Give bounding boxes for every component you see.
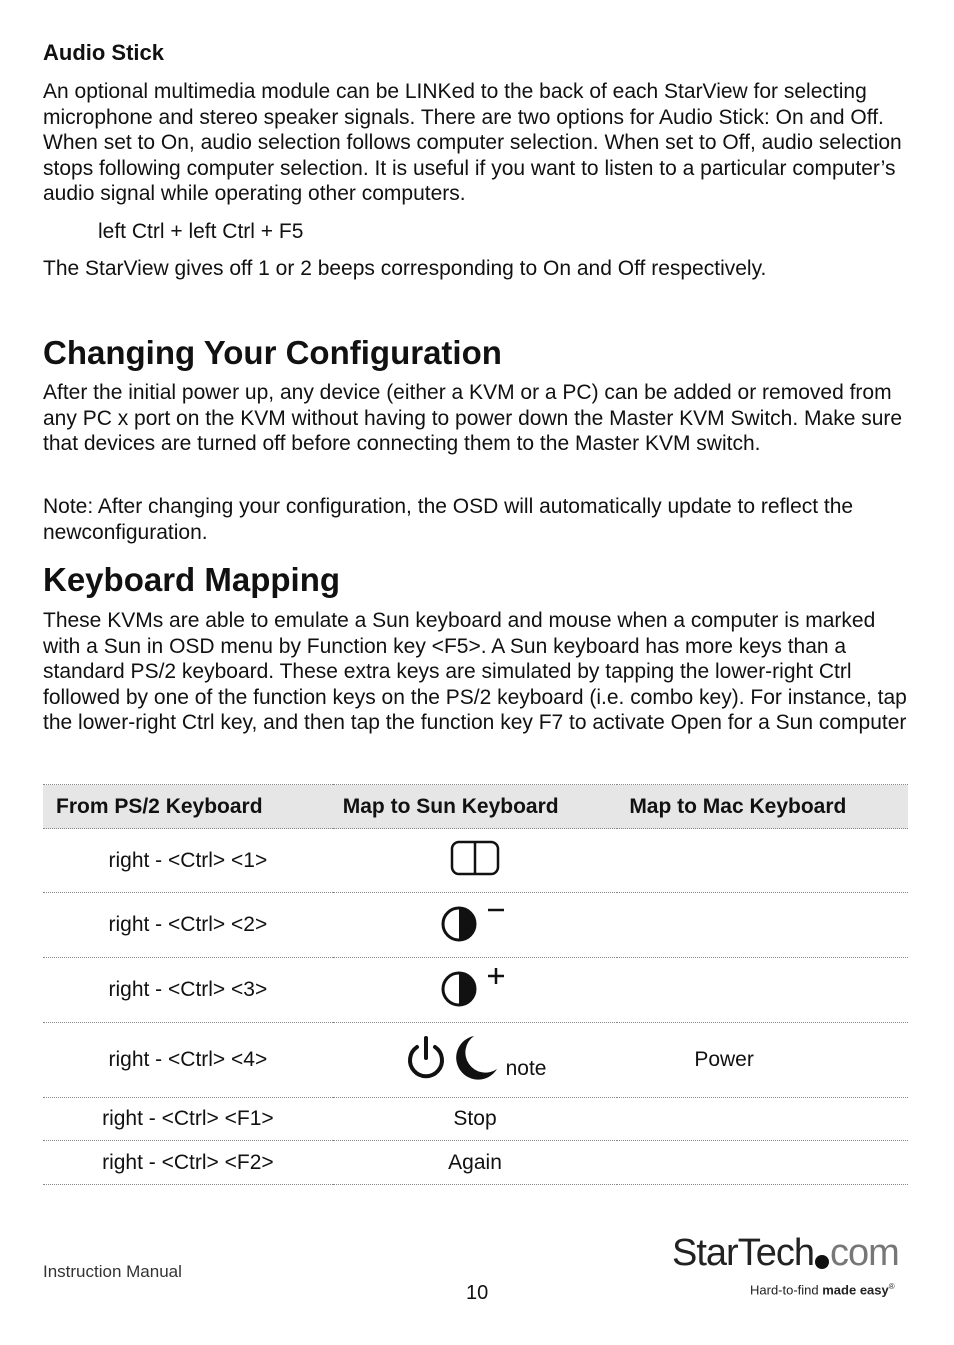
ps2-cell: right - <Ctrl> <4> bbox=[43, 1023, 333, 1098]
mac-cell: Power bbox=[617, 1023, 908, 1098]
logo-tag-bold: made easy bbox=[822, 1282, 889, 1298]
logo-com-text: com bbox=[829, 1232, 899, 1274]
sun-note-text: note bbox=[505, 1057, 547, 1080]
config-heading: Changing Your Configuration bbox=[43, 334, 502, 371]
ps2-cell: right - <Ctrl> <F2> bbox=[43, 1141, 333, 1185]
sun-cell bbox=[333, 893, 618, 958]
keyboard-mapping-table bbox=[43, 784, 908, 1185]
startech-logo bbox=[672, 1232, 912, 1304]
screen-toggle-icon bbox=[450, 840, 500, 876]
logo-tagline bbox=[750, 1282, 895, 1297]
header-ps2: From PS/2 Keyboard bbox=[43, 785, 333, 829]
logo-dot-icon bbox=[815, 1255, 829, 1269]
table-row bbox=[43, 893, 908, 958]
mac-cell bbox=[617, 1141, 908, 1185]
logo-wordmark bbox=[672, 1232, 912, 1275]
ps2-cell: right - <Ctrl> <F1> bbox=[43, 1098, 333, 1141]
mac-cell bbox=[617, 893, 908, 958]
table-header-row bbox=[43, 785, 908, 829]
table-row bbox=[43, 1023, 908, 1098]
audio-stick-heading: Audio Stick bbox=[43, 40, 165, 65]
header-sun: Map to Sun Keyboard bbox=[333, 785, 618, 829]
ps2-cell: right - <Ctrl> <2> bbox=[43, 893, 333, 958]
audio-stick-body: An optional multimedia module can be LINKed to the back of each StarView for selecting microphone and stereo speaker signals. There are two options for Audio Stick: On and Off. When set to On, audio selection follows computer selection. When set to Off, audio selection stops following computer selection. It is useful if you want to listen to a particular computer’s audio signal while operating other computers. bbox=[43, 80, 902, 205]
config-body: After the initial power up, any device (either a KVM or a PC) can be added or removed from any PC x port on the KVM without having to power down the Master KVM Switch. Make sure that devices are turned off before connecting them to the Master KVM switch. bbox=[43, 381, 903, 455]
sleep-moon-icon bbox=[454, 1033, 500, 1081]
mac-cell bbox=[617, 1098, 908, 1141]
config-note: Note: After changing your configuration, the OSD will automatically update to reflect the newconfiguration. bbox=[43, 495, 854, 544]
mac-cell bbox=[617, 958, 908, 1023]
mac-cell bbox=[617, 829, 908, 893]
sun-cell: Stop bbox=[333, 1098, 618, 1141]
table-row bbox=[43, 958, 908, 1023]
sun-cell bbox=[333, 958, 618, 1023]
sun-cell bbox=[333, 1023, 618, 1098]
logo-tag-plain: Hard-to-find bbox=[750, 1282, 823, 1298]
footer-manual-label: Instruction Manual bbox=[43, 1262, 182, 1281]
page-number: 10 bbox=[466, 1282, 489, 1304]
keyboard-heading: Keyboard Mapping bbox=[43, 561, 341, 598]
contrast-minus-icon bbox=[440, 901, 510, 943]
sun-cell: Again bbox=[333, 1141, 618, 1185]
table-row bbox=[43, 829, 908, 893]
contrast-plus-icon bbox=[440, 966, 510, 1008]
sun-cell bbox=[333, 829, 618, 893]
power-icon bbox=[404, 1033, 448, 1081]
header-mac: Map to Mac Keyboard bbox=[617, 785, 908, 829]
keyboard-body: These KVMs are able to emulate a Sun keyboard and mouse when a computer is marked with a Sun in OSD menu by Function key <F5>. A Sun keyboard has more keys than a standard PS/2 keyboard. These extra keys are simulated by tapping the lower-right Ctrl followed by one of the function keys on the PS/2 keyboard (i.e. combo key). For instance, tap the lower-right Ctrl key, and then tap the function key F7 to activate Open for a Sun computer bbox=[43, 609, 907, 734]
table-row bbox=[43, 1141, 908, 1185]
sun-icons bbox=[404, 1033, 547, 1081]
table-row bbox=[43, 1098, 908, 1141]
audio-hotkey: left Ctrl + left Ctrl + F5 bbox=[98, 220, 304, 243]
audio-beeps-text: The StarView gives off 1 or 2 beeps corresponding to On and Off respectively. bbox=[43, 257, 767, 280]
ps2-cell: right - <Ctrl> <3> bbox=[43, 958, 333, 1023]
logo-main-text: StarTech bbox=[672, 1232, 814, 1274]
ps2-cell: right - <Ctrl> <1> bbox=[43, 829, 333, 893]
logo-registered-mark: ® bbox=[888, 1282, 895, 1291]
